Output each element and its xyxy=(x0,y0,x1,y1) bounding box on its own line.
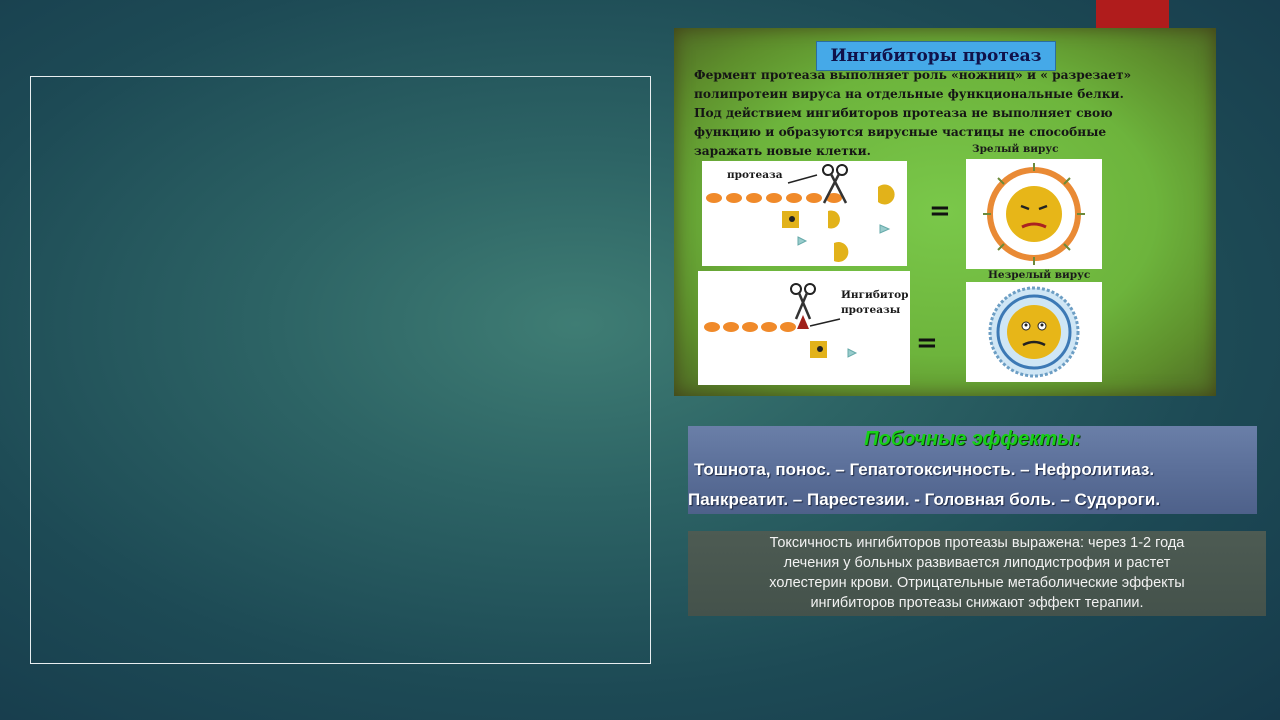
inhibitor-label-line2: протеазы xyxy=(841,304,901,316)
immature-virus-icon xyxy=(966,282,1102,382)
inhibitor-box xyxy=(698,271,910,385)
empty-content-frame xyxy=(30,76,651,664)
description-line: заражать новые клетки. xyxy=(694,144,871,158)
protease-inhibitors-infographic xyxy=(674,28,1216,396)
description-line: Под действием ингибиторов протеаза не выполняет свою xyxy=(694,106,1113,120)
description-line: Фермент протеаза выполняет роль «ножниц» и « разрезает» xyxy=(694,68,1132,82)
toxicity-line: холестерин крови. Отрицательные метаболические эффекты xyxy=(769,575,1185,591)
side-effects-line2: Панкреатит. – Парестезии. - Головная боль. – Судороги. xyxy=(688,490,1161,509)
toxicity-panel xyxy=(688,531,1266,616)
immature-virus-label: Незрелый вирус xyxy=(988,269,1091,281)
inhibitor-label-line1: Ингибитор xyxy=(841,289,909,301)
side-effects-panel xyxy=(688,426,1257,514)
description-line: функцию и образуются вирусные частицы не способные xyxy=(694,125,1107,139)
protease-label: протеаза xyxy=(727,169,783,181)
toxicity-line: лечения у больных развивается липодистрофия и растет xyxy=(783,555,1171,571)
equals-sign: = xyxy=(929,196,951,226)
immature-virus-box xyxy=(966,282,1102,382)
infographic-title: Ингибиторы протеаз xyxy=(816,41,1056,71)
red-accent-tab xyxy=(1096,0,1169,28)
infographic-description xyxy=(694,66,1204,161)
mature-virus-box xyxy=(966,159,1102,269)
mature-virus-label: Зрелый вирус xyxy=(972,143,1059,155)
toxicity-line: Токсичность ингибиторов протеазы выражена: через 1-2 года xyxy=(769,535,1185,551)
scissors-icon xyxy=(791,284,815,319)
mature-virus-icon xyxy=(966,159,1102,269)
side-effects-line1: Тошнота, понос. – Гепатотоксичность. – Нефролитиаз. xyxy=(694,460,1155,479)
equals-sign: = xyxy=(916,328,938,358)
toxicity-text xyxy=(688,533,1266,613)
toxicity-line: ингибиторов протеазы снижают эффект терапии. xyxy=(810,595,1144,611)
protease-cutting-box xyxy=(702,161,907,266)
description-line: полипротеин вируса на отдельные функциональные белки. xyxy=(694,87,1124,101)
side-effects-title: Побочные эффекты: xyxy=(864,428,1081,450)
